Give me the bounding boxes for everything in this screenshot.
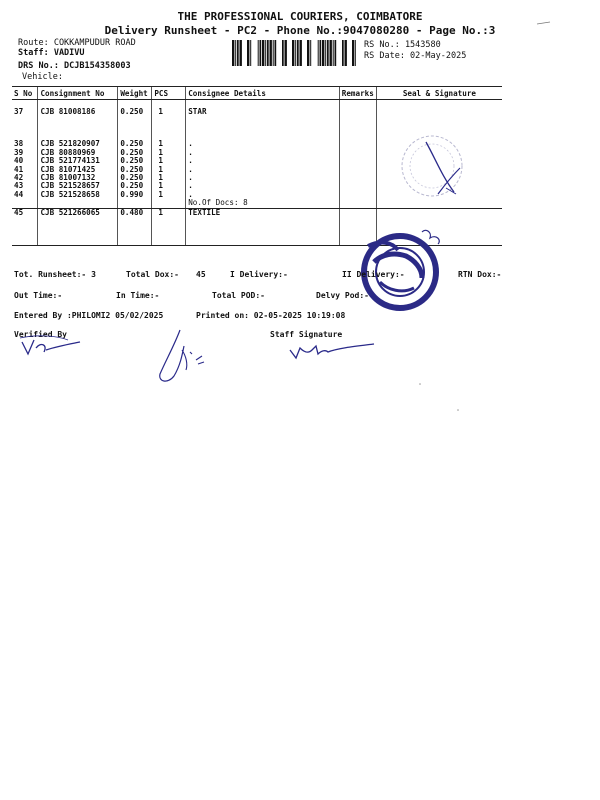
i-delivery-label: I Delivery:- bbox=[230, 270, 288, 279]
total-dox-value: 45 bbox=[196, 270, 206, 279]
paper-speck-icon bbox=[400, 380, 480, 420]
table-row: 44 CJB 521528658 0.990 1 . bbox=[12, 191, 502, 199]
table-row: 45 CJB 521266065 0.480 1 TEXTILE bbox=[12, 208, 502, 245]
tot-runsheet: Tot. Runsheet:- 3 bbox=[14, 270, 96, 279]
column-header: Seal & Signature bbox=[376, 87, 502, 100]
rs-number: RS No.: 1543580 bbox=[364, 40, 441, 50]
table-row: 39 CJB 80880969 0.250 1 . bbox=[12, 149, 502, 157]
pen-mark-icon bbox=[536, 20, 552, 26]
initial-signature-icon bbox=[152, 326, 212, 386]
vehicle-label: Vehicle: bbox=[22, 72, 63, 82]
table-row: 42 CJB 81007132 0.250 1 . bbox=[12, 174, 502, 182]
total-dox-label: Total Dox:- bbox=[126, 270, 179, 279]
table-row: 38 CJB 521820907 0.250 1 . bbox=[12, 140, 502, 148]
column-header: Remarks bbox=[339, 87, 376, 100]
staff-signature-icon bbox=[288, 338, 380, 362]
rs-date: RS Date: 02-May-2025 bbox=[364, 51, 467, 61]
column-header: PCS bbox=[152, 87, 186, 100]
drs-number: DRS No.: DCJB154358003 bbox=[18, 61, 131, 71]
docs-count: No.Of Docs: 8 bbox=[186, 199, 340, 208]
column-header: Consignment No bbox=[38, 87, 118, 100]
printed-on: Printed on: 02-05-2025 10:19:08 bbox=[196, 311, 346, 320]
verifier-signature-icon bbox=[18, 334, 84, 358]
staff-signature-label: Staff Signature bbox=[270, 330, 343, 339]
table-row: 40 CJB 521774131 0.250 1 . bbox=[12, 157, 502, 165]
rtn-dox-label: RTN Dox:- bbox=[458, 270, 502, 279]
table-header-row bbox=[12, 87, 502, 100]
barcode-icon bbox=[232, 40, 356, 66]
total-pod-label: Total POD:- bbox=[212, 291, 265, 300]
entered-by: Entered By :PHILOMI2 05/02/2025 bbox=[14, 311, 164, 320]
faint-stamp-signature-icon bbox=[396, 130, 476, 208]
verified-by-label: Verified By bbox=[14, 330, 67, 339]
ii-delivery-label: II Delivery:- bbox=[342, 270, 405, 279]
table-row: 43 CJB 521528657 0.250 1 . bbox=[12, 182, 502, 190]
staff-label: Staff: VADIVU bbox=[18, 48, 85, 58]
table-row: 37 CJB 81008186 0.250 1 STAR bbox=[12, 108, 502, 116]
in-time-label: In Time:- bbox=[116, 291, 160, 300]
column-header: Consignee Details bbox=[186, 87, 340, 100]
route-label: Route: COKKAMPUDUR ROAD bbox=[18, 38, 136, 48]
company-title: THE PROFESSIONAL COURIERS, COIMBATORE bbox=[177, 10, 423, 23]
table-row: 41 CJB 81071425 0.250 1 . bbox=[12, 166, 502, 174]
out-time-label: Out Time:- bbox=[14, 291, 63, 300]
column-header: Weight bbox=[118, 87, 152, 100]
column-header: S No bbox=[12, 87, 38, 100]
delvy-pod-label: Delvy Pod:- bbox=[316, 291, 369, 300]
runsheet-subtitle: Delivery Runsheet - PC2 - Phone No.:9047080280 - Page No.:3 bbox=[104, 24, 496, 37]
